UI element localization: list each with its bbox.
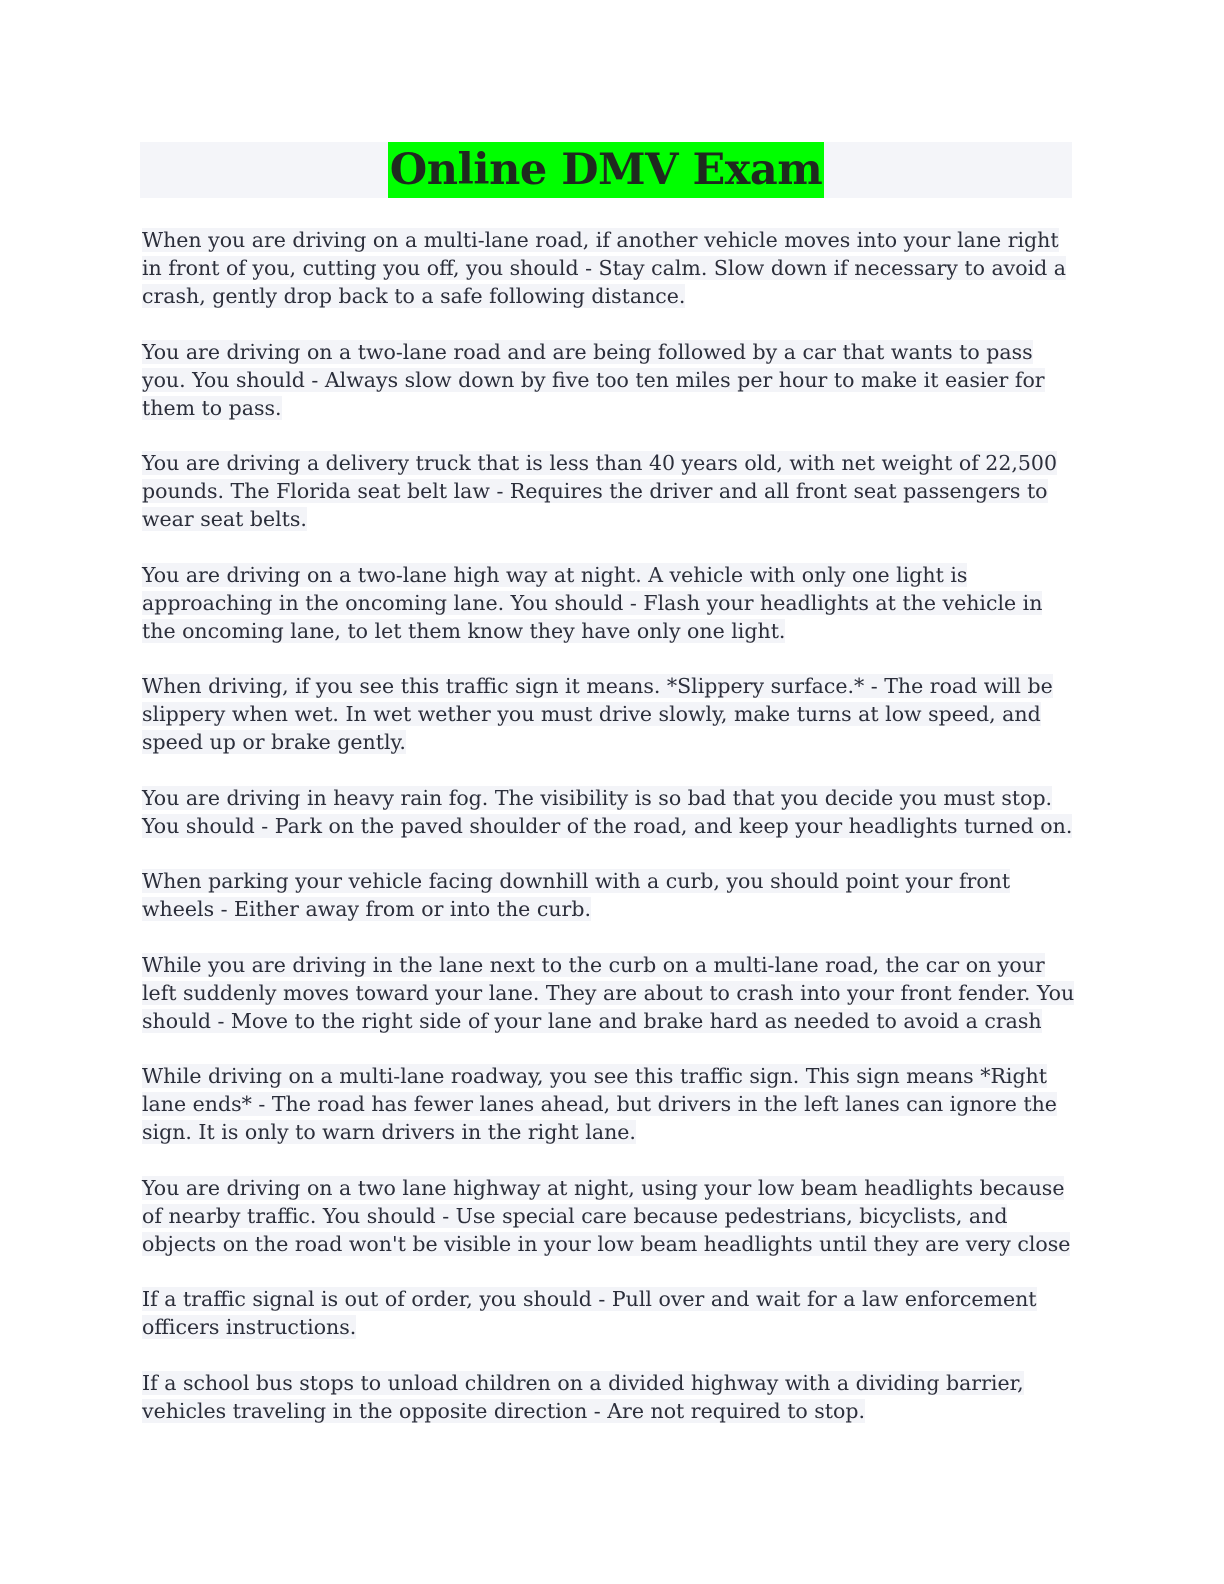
- qa-text: You are driving on a two-lane road and are being followed by a car that wants to pass you. You should - Always slow down by five too ten miles per hour to make it easier for them to pass.: [142, 339, 1045, 420]
- qa-text: When you are driving on a multi-lane road, if another vehicle moves into your lane right in front of you, cutting you off, you should - Stay calm. Slow down if necessary to avoid a crash, gently drop back to a safe following distance.: [142, 228, 1067, 308]
- qa-item: [142, 1369, 1082, 1425]
- qa-item: [142, 867, 1082, 923]
- qa-text: You are driving on a two-lane high way at night. A vehicle with only one light is approaching in the oncoming lane. You should - Flash your headlights at the vehicle in the oncoming lane, to let them know they have only one light.: [142, 562, 1043, 643]
- qa-text: You are driving on a two lane highway at night, using your low beam headlights because of nearby traffic. You should - Use special care because pedestrians, bicyclists, and objects on the road won't be visible in your low beam headlights until they are very close: [142, 1175, 1071, 1256]
- qa-text: While driving on a multi-lane roadway, you see this traffic sign. This sign means *Right lane ends* - The road has fewer lanes ahead, but drivers in the left lanes can ignore the sign. It is only to warn drivers in the right lane.: [142, 1064, 1057, 1144]
- page-title: Online DMV Exam: [388, 142, 824, 198]
- qa-text: You are driving in heavy rain fog. The visibility is so bad that you decide you must stop. You should - Park on the paved shoulder of the road, and keep your headlights turned on.: [142, 785, 1073, 838]
- qa-item: [142, 449, 1082, 533]
- qa-list: [142, 226, 1082, 1452]
- qa-text: When driving, if you see this traffic sign it means. *Slippery surface.* - The road will be slippery when wet. In wet wether you must drive slowly, make turns at low speed, and speed up or brake gently.: [142, 674, 1053, 754]
- qa-item: [142, 1062, 1082, 1146]
- qa-text: If a traffic signal is out of order, you should - Pull over and wait for a law enforcement officers instructions.: [142, 1287, 1037, 1339]
- qa-item: [142, 561, 1082, 645]
- qa-text: You are driving a delivery truck that is less than 40 years old, with net weight of 22,500 pounds. The Florida seat belt law - Requires the driver and all front seat passengers to wear seat belts.: [142, 451, 1058, 531]
- qa-text: If a school bus stops to unload children on a divided highway with a dividing barrier, vehicles traveling in the opposite direction - Are not required to stop.: [142, 1370, 1024, 1423]
- qa-item: [142, 784, 1082, 840]
- title-bar: [140, 142, 1072, 198]
- qa-item: [142, 1174, 1082, 1258]
- qa-item: [142, 338, 1082, 422]
- qa-text: When parking your vehicle facing downhill with a curb, you should point your front wheels - Either away from or into the curb.: [142, 869, 1011, 921]
- qa-item: [142, 1285, 1082, 1341]
- qa-item: [142, 226, 1082, 310]
- qa-item: [142, 951, 1082, 1035]
- qa-text: While you are driving in the lane next to the curb on a multi-lane road, the car on your left suddenly moves toward your lane. They are about to crash into your front fender. You should - Move to the right side of your lane and brake hard as needed to avoid a crash: [142, 952, 1075, 1033]
- qa-item: [142, 672, 1082, 756]
